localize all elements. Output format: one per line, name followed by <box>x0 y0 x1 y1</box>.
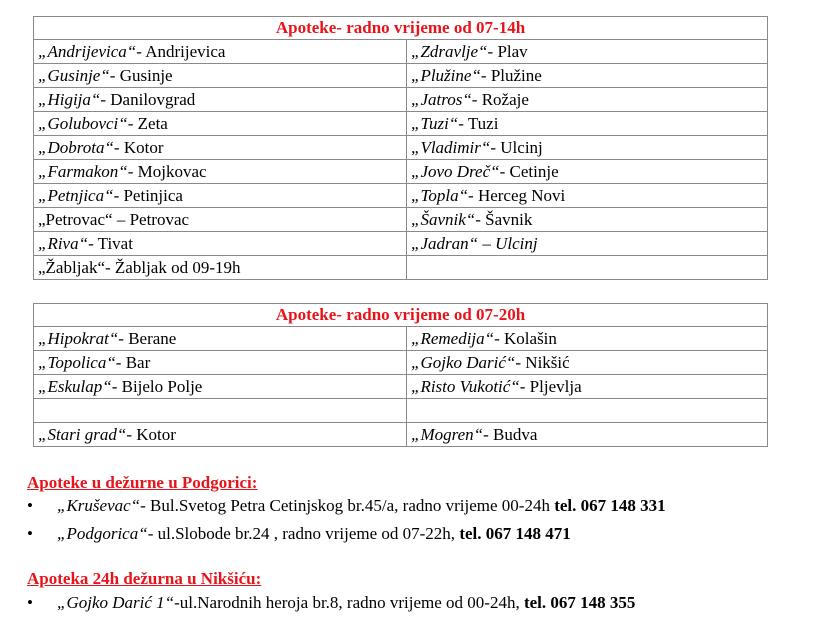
table-cell <box>407 423 768 447</box>
pharmacy-place: - Nikšić <box>515 352 570 372</box>
pharmacy-name: „Jadran“ – Ulcinj <box>411 233 538 253</box>
pharmacy-name: „Dobrota“ <box>38 137 114 157</box>
table-cell <box>34 399 407 423</box>
table-cell <box>407 327 768 351</box>
pharmacy-place: - Bar <box>115 352 151 372</box>
table-cell <box>407 40 768 64</box>
table-row <box>34 423 768 447</box>
table-cell <box>34 423 407 447</box>
table-cell <box>34 136 407 160</box>
table-cell <box>407 351 768 375</box>
list-item: • „Podgorica“- ul.Slobode br.24 , radno vrijeme od 07-22h, tel. 067 148 471 <box>27 524 571 543</box>
table-cell <box>34 208 407 232</box>
pharmacy-name: „Andrijevica“ <box>38 41 137 61</box>
pharmacy-place: - Berane <box>118 328 177 348</box>
pharmacy-place: - Danilovgrad <box>100 89 196 109</box>
pharmacy-name: „Plužine“ <box>411 65 481 85</box>
pharmacy-name: „Remedija“ <box>411 328 495 348</box>
pharmacy-place: - Ulcinj <box>490 137 543 157</box>
pharmacy-place: - Tuzi <box>458 113 499 133</box>
table-cell <box>34 160 407 184</box>
niksic-section-title: Apoteka 24h dežurna u Nikšiću: <box>27 569 262 588</box>
table-cell <box>34 64 407 88</box>
pharmacy-place: - Budva <box>483 424 538 444</box>
empty-cell <box>407 256 768 280</box>
table-row <box>34 160 768 184</box>
podgorica-section-title: Apoteke u dežurne u Podgorici: <box>27 473 258 492</box>
pharmacy-name: „Risto Vukotić“ <box>411 376 520 396</box>
table-header: Apoteke- radno vrijeme od 07-14h <box>34 17 768 40</box>
pharmacies-07-20-table <box>33 303 768 447</box>
pharmacy-name: „Jovo Dreč“ <box>411 161 500 181</box>
table-row <box>34 232 768 256</box>
table-cell <box>34 351 407 375</box>
pharmacy-name: „Topla“ <box>411 185 469 205</box>
pharmacy-place: - Tivat <box>88 233 133 253</box>
pharmacy-name: „Mogren“ <box>411 424 484 444</box>
pharmacy-place: - Plužine <box>480 65 542 85</box>
pharmacy-name: „Eskulap“ <box>38 376 112 396</box>
pharmacy-name: „Higija“ <box>38 89 101 109</box>
table-row <box>34 375 768 399</box>
table-cell <box>407 399 768 423</box>
pharmacy-place: - Herceg Novi <box>468 185 566 205</box>
table-cell <box>34 88 407 112</box>
table-row <box>34 112 768 136</box>
pharmacy-place: - Kotor <box>126 424 176 444</box>
table-cell <box>407 232 768 256</box>
pharmacy-name: „Gusinje“ <box>38 65 110 85</box>
pharmacy-name: „Hipokrat“ <box>38 328 119 348</box>
table-row <box>34 351 768 375</box>
table-cell <box>407 112 768 136</box>
pharmacy-place: - Bijelo Polje <box>111 376 203 396</box>
pharmacy-name: „Gojko Darić“ <box>411 352 516 372</box>
pharmacy-name: „Zdravlje“ <box>411 41 488 61</box>
table-row <box>34 256 768 280</box>
pharmacy-place: „Petrovac“ – Petrovac <box>38 209 190 229</box>
pharmacy-name: „Tuzi“ <box>411 113 459 133</box>
pharmacy-place: - Cetinje <box>499 161 559 181</box>
pharmacy-name: „Farmakon“ <box>38 161 128 181</box>
pharmacy-place: - Kolašin <box>494 328 557 348</box>
pharmacy-place: - Gusinje <box>109 65 173 85</box>
list-item: • „Gojko Darić 1“-ul.Narodnih heroja br.8, radno vrijeme od 00-24h, tel. 067 148 355 <box>27 593 636 612</box>
table-row <box>34 40 768 64</box>
table-cell <box>407 160 768 184</box>
table-cell <box>407 64 768 88</box>
pharmacies-07-14-table <box>33 16 768 280</box>
pharmacy-place: - Rožaje <box>471 89 529 109</box>
table-cell <box>407 136 768 160</box>
table-cell <box>407 208 768 232</box>
pharmacy-place: - Pljevlja <box>519 376 582 396</box>
table-row <box>34 327 768 351</box>
zabljak-cell: „Žabljak“- Žabljak od 09-19h <box>34 256 407 280</box>
table-header: Apoteke- radno vrijeme od 07-20h <box>34 304 768 327</box>
pharmacy-place: - Plav <box>487 41 528 61</box>
pharmacy-name: „Jatros“ <box>411 89 472 109</box>
table-row <box>34 88 768 112</box>
pharmacy-name: „Vladimir“ <box>411 137 491 157</box>
pharmacy-place: - Šavnik <box>475 209 533 229</box>
list-item: • „Kruševac“- Bul.Svetog Petra Cetinjskog br.45/a, radno vrijeme 00-24h tel. 067 148 331 <box>27 496 666 515</box>
table-cell <box>34 184 407 208</box>
pharmacy-name: „Petnjica“ <box>38 185 114 205</box>
pharmacy-place: - Kotor <box>113 137 164 157</box>
table-cell <box>407 375 768 399</box>
table-cell <box>34 232 407 256</box>
table-row <box>34 64 768 88</box>
pharmacy-place: - Petinjica <box>113 185 183 205</box>
table-cell <box>34 327 407 351</box>
pharmacy-place: - Andrijevica <box>136 41 226 61</box>
table-cell <box>34 112 407 136</box>
table-row <box>34 208 768 232</box>
table-row <box>34 399 768 423</box>
table-cell <box>34 40 407 64</box>
table-row <box>34 136 768 160</box>
pharmacy-name: „Golubovci“ <box>38 113 128 133</box>
pharmacy-name: „Stari grad“ <box>38 424 127 444</box>
table-cell <box>407 184 768 208</box>
pharmacy-place: - Mojkovac <box>127 161 207 181</box>
table-row <box>34 184 768 208</box>
pharmacy-name: „Topolica“ <box>38 352 116 372</box>
pharmacy-name: „Riva“ <box>38 233 89 253</box>
table-cell <box>34 375 407 399</box>
table-cell <box>407 88 768 112</box>
pharmacy-name: „Šavnik“ <box>411 209 476 229</box>
pharmacy-place: - Zeta <box>127 113 168 133</box>
